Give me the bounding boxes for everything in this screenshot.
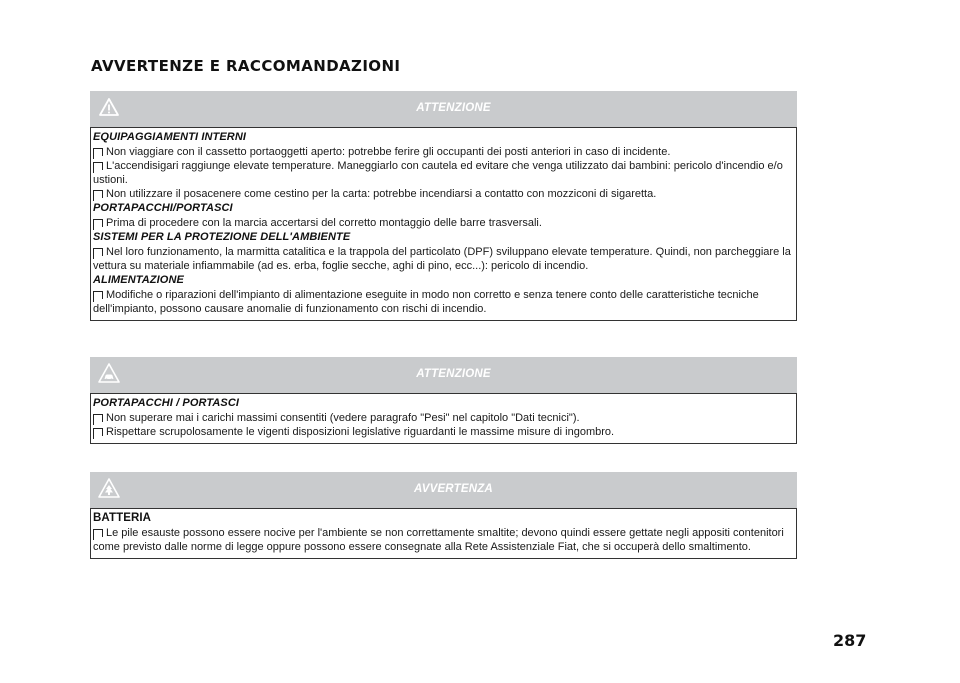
panel-body bbox=[90, 508, 797, 559]
list-item bbox=[93, 288, 793, 316]
panel-title: AVVERTENZA bbox=[414, 483, 493, 495]
bullet-icon bbox=[93, 248, 103, 256]
list-item-text: L'accendisigari raggiunge elevate temperature. Maneggiarlo con cautela ed evitare che venga utilizzato dai bambini: pericolo d'incendio e/o ustioni. bbox=[93, 160, 783, 186]
section-title: SISTEMI PER LA PROTEZIONE DELL'AMBIENTE bbox=[93, 231, 351, 243]
section-title: BATTERIA bbox=[93, 512, 152, 524]
list-item bbox=[93, 245, 793, 273]
page-heading: AVVERTENZE E RACCOMANDAZIONI bbox=[91, 57, 401, 75]
list-item bbox=[93, 526, 793, 554]
warning-panel-1 bbox=[90, 91, 797, 321]
bullet-icon bbox=[93, 529, 103, 537]
bullet-icon bbox=[93, 428, 103, 436]
warning-panel-2 bbox=[90, 357, 797, 444]
bullet-icon bbox=[93, 291, 103, 299]
section-title: EQUIPAGGIAMENTI INTERNI bbox=[93, 131, 247, 143]
panel-header bbox=[90, 357, 797, 393]
bullet-icon bbox=[93, 414, 103, 422]
list-item-text: Modifiche o riparazioni dell'impianto di alimentazione eseguite in modo non corretto e senza tenere conto delle caratteristiche tecniche dell'impianto, possono causare anomalie di funzionamento con rischi di incendio. bbox=[93, 289, 759, 315]
notice-panel-3 bbox=[90, 472, 797, 559]
panel-body bbox=[90, 393, 797, 444]
bullet-icon bbox=[93, 219, 103, 227]
list-item-text: Non superare mai i carichi massimi consentiti (vedere paragrafo "Pesi" nel capitolo "Dati tecnici"). bbox=[106, 412, 580, 424]
list-item-text: Nel loro funzionamento, la marmitta catalitica e la trappola del particolato (DPF) sviluppano elevate temperature. Quindi, non parcheggiare la vettura su materiale infiammabile (ad es. erba, foglie secche, aghi di pino, ecc...): pericolo di incendio. bbox=[93, 246, 791, 272]
section-title: PORTAPACCHI/PORTASCI bbox=[93, 202, 233, 214]
list-item-text: Le pile esauste possono essere nocive per l'ambiente se non correttamente smaltite; devono quindi essere gettate negli appositi contenitori come previsto dalle norme di legge oppure possono essere consegnate alla Rete Assistenziale Fiat, che si occuperà dello smaltimento. bbox=[93, 527, 784, 553]
panel-header bbox=[90, 472, 797, 508]
panel-header bbox=[90, 91, 797, 127]
list-item-text: Non viaggiare con il cassetto portaoggetti aperto: potrebbe ferire gli occupanti dei posti anteriori in caso di incidente. bbox=[106, 146, 671, 158]
list-item bbox=[93, 145, 793, 159]
section-title: ALIMENTAZIONE bbox=[93, 274, 184, 286]
panel-title: ATTENZIONE bbox=[416, 102, 491, 114]
list-item bbox=[93, 425, 793, 439]
section-title: PORTAPACCHI / PORTASCI bbox=[93, 397, 240, 409]
list-item bbox=[93, 411, 793, 425]
list-item-text: Prima di procedere con la marcia accertarsi del corretto montaggio delle barre trasversali. bbox=[106, 217, 542, 229]
panel-title: ATTENZIONE bbox=[416, 368, 491, 380]
panel-body bbox=[90, 127, 797, 321]
list-item bbox=[93, 159, 793, 187]
list-item-text: Rispettare scrupolosamente le vigenti disposizioni legislative riguardanti le massime misure di ingombro. bbox=[106, 426, 615, 438]
page-number: 287 bbox=[833, 631, 867, 650]
bullet-icon bbox=[93, 162, 103, 170]
list-item bbox=[93, 216, 793, 230]
bullet-icon bbox=[93, 190, 103, 198]
list-item-text: Non utilizzare il posacenere come cestino per la carta: potrebbe incendiarsi a contatto con mozziconi di sigaretta. bbox=[106, 188, 657, 200]
list-item bbox=[93, 187, 793, 201]
bullet-icon bbox=[93, 148, 103, 156]
